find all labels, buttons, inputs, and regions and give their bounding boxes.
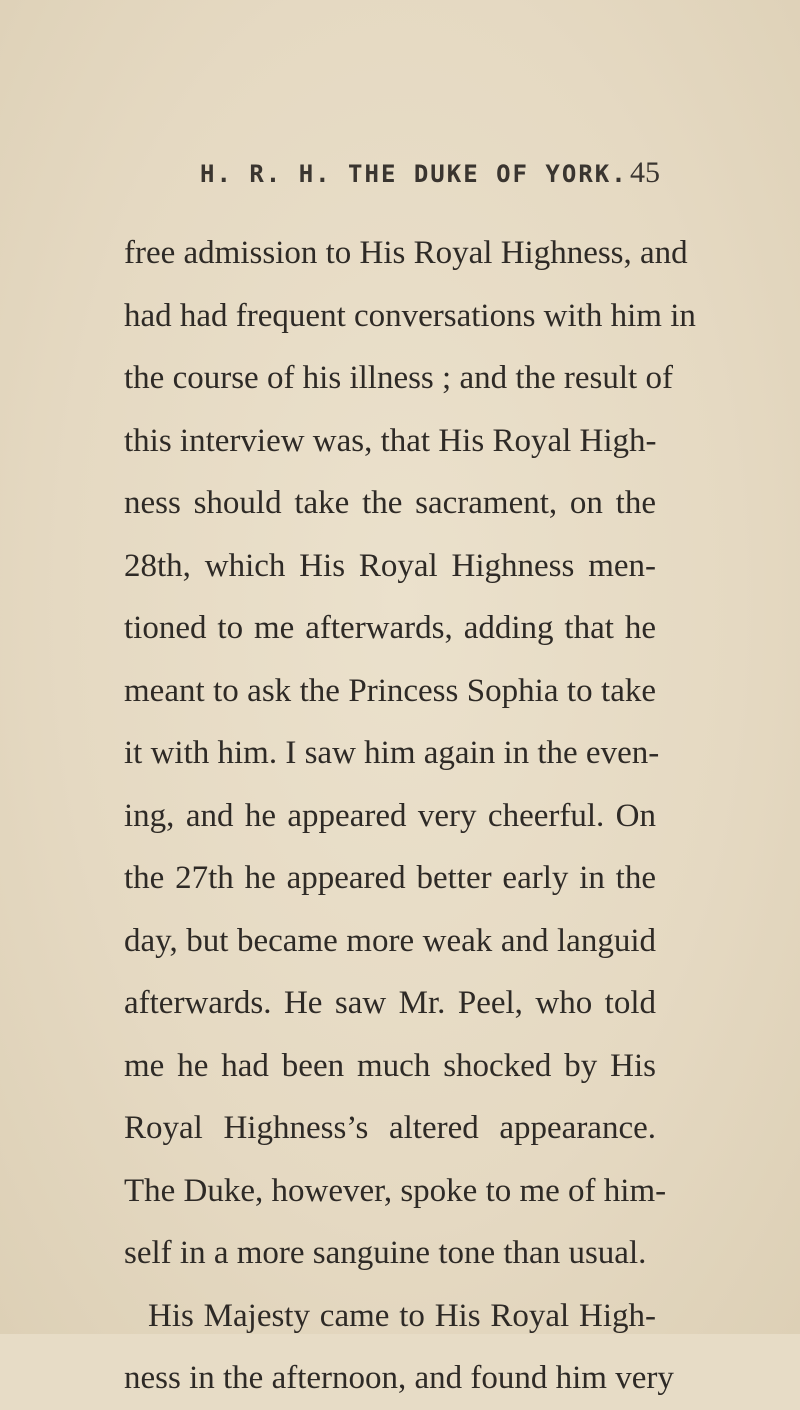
text-line: Royal Highness’s altered appearance. xyxy=(124,1110,656,1146)
running-head: H. R. H. THE DUKE OF YORK. xyxy=(200,160,628,188)
page-header xyxy=(200,156,660,204)
text-line: ness should take the sacrament, on the xyxy=(124,485,656,521)
text-line: the course of his illness ; and the result of xyxy=(124,360,673,396)
paragraph-end-line: self in a more sanguine tone than usual. xyxy=(124,1235,647,1271)
body-text xyxy=(124,222,696,1410)
text-line: tioned to me afterwards, adding that he xyxy=(124,610,656,646)
text-line: The Duke, however, spoke to me of him- xyxy=(124,1172,667,1209)
text-line: 28th, which His Royal Highness men- xyxy=(124,547,656,584)
text-line: me he had been much shocked by His xyxy=(124,1047,656,1084)
text-line: this interview was, that His Royal High- xyxy=(124,422,657,459)
text-line: afterwards. He saw Mr. Peel, who told xyxy=(124,985,656,1021)
text-line: the 27th he appeared better early in the xyxy=(124,860,656,896)
text-line: ness in the afternoon, and found him very xyxy=(124,1360,674,1396)
text-line: meant to ask the Princess Sophia to take xyxy=(124,672,656,709)
text-line: ing, and he appeared very cheerful. On xyxy=(124,797,656,834)
text-line: free admission to His Royal Highness, and xyxy=(124,235,688,271)
text-line: had had frequent conversations with him in xyxy=(124,297,696,334)
page-number: 45 xyxy=(630,156,660,189)
paragraph-start-line: His Majesty came to His Royal High- xyxy=(148,1297,656,1334)
text-line: it with him. I saw him again in the even- xyxy=(124,735,660,771)
text-line: day, but became more weak and languid xyxy=(124,922,656,959)
